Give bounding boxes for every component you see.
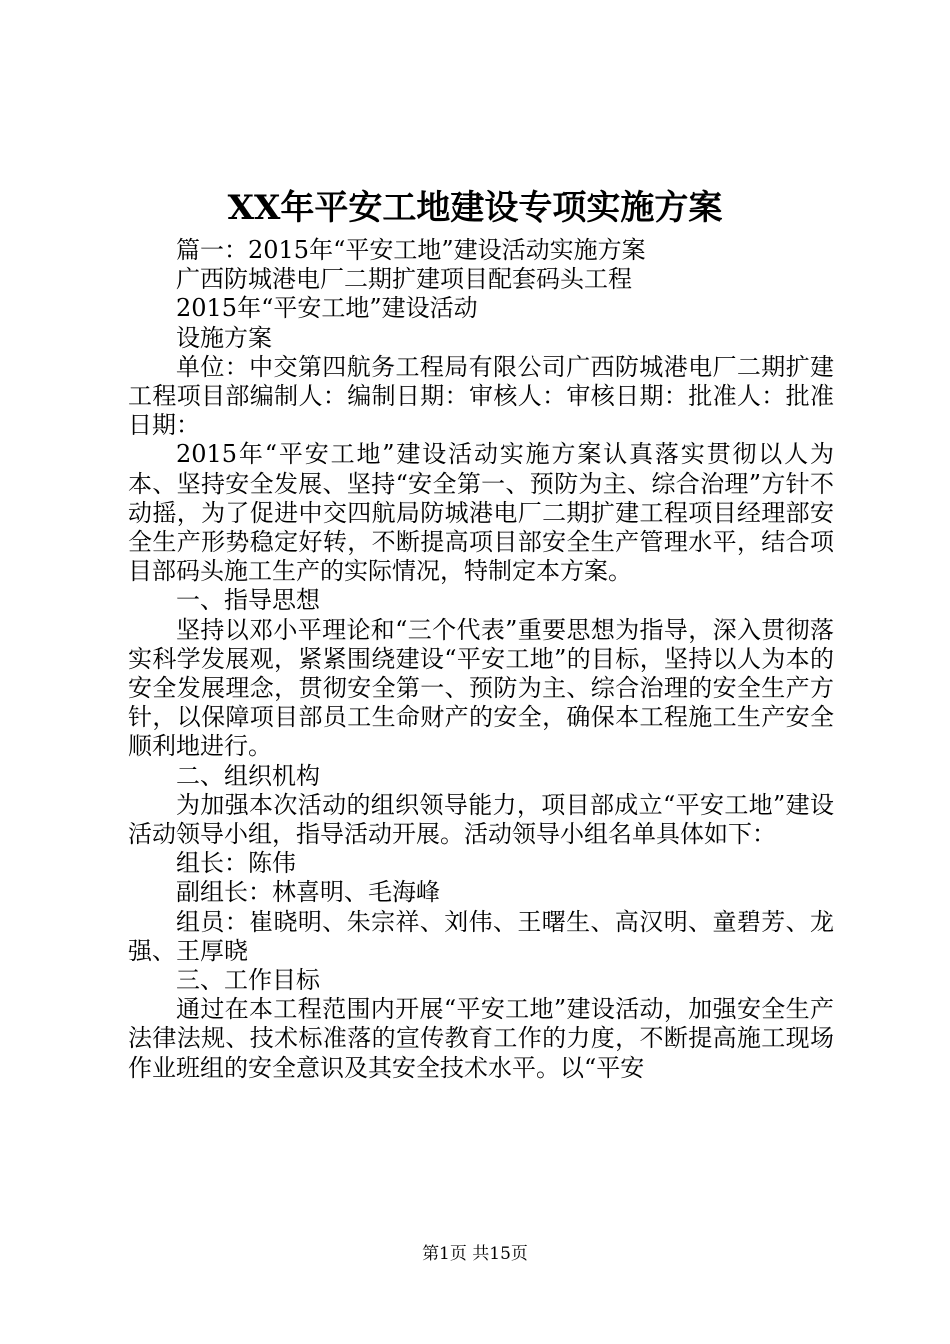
paragraph-7: 坚持以邓小平理论和“三个代表”重要思想为指导，深入贯彻落实科学发展观，紧紧围绕建设“平安工地”的目标，坚持以人为本的安全发展理念，贯彻安全第一、预防为主、综合治理的安全生产方针，以保障项目部员工生命财产的安全，确保本工程施工生产安全顺利地进行。 — [128, 615, 834, 761]
paragraph-12: 通过在本工程范围内开展“平安工地”建设活动，加强安全生产法律法规、技术标准落的宣传教育工作的力度，不断提高施工现场作业班组的安全意识及其安全技术水平。以“平安 — [128, 995, 834, 1082]
paragraph-9: 组长：陈伟 — [176, 849, 296, 878]
paragraph-1: 篇一：2015年“平安工地”建设活动实施方案 — [176, 236, 646, 264]
page-footer: 第1页 共15页 — [422, 1244, 528, 1264]
paragraph-4: 设施方案 — [176, 323, 272, 352]
paragraph-6: 2015年“平安工地”建设活动实施方案认真落实贯彻以人为本、坚持安全发展、坚持“安全第一、预防为主、综合治理”方针不动摇，为了促进中交四航局防城港电厂二期扩建工程项目经理部安全生产形势稳定好转，不断提高项目部安全生产管理水平，结合项目部码头施工生产的实际情况，特制定本方案。 — [128, 440, 834, 586]
paragraph-2: 广西防城港电厂二期扩建项目配套码头工程 — [176, 265, 632, 294]
paragraph-8: 为加强本次活动的组织领导能力，项目部成立“平安工地”建设活动领导小组，指导活动开展。活动领导小组名单具体如下： — [128, 790, 834, 849]
section-heading-2: 二、组织机构 — [176, 761, 320, 790]
paragraph-10: 副组长：林喜明、毛海峰 — [176, 878, 440, 907]
document-body — [128, 236, 834, 1083]
paragraph-5: 单位：中交第四航务工程局有限公司广西防城港电厂二期扩建工程项目部编制人：编制日期：审核人：审核日期：批准人：批准日期： — [128, 352, 834, 440]
paragraph-3: 2015年“平安工地”建设活动 — [176, 294, 478, 323]
section-heading-3: 三、工作目标 — [176, 966, 320, 995]
section-heading-1: 一、指导思想 — [176, 586, 320, 615]
document-title: XX年平安工地建设专项实施方案 — [227, 188, 723, 228]
paragraph-11: 组员：崔晓明、朱宗祥、刘伟、王曙生、高汉明、童碧芳、龙强、王厚晓 — [128, 907, 834, 965]
